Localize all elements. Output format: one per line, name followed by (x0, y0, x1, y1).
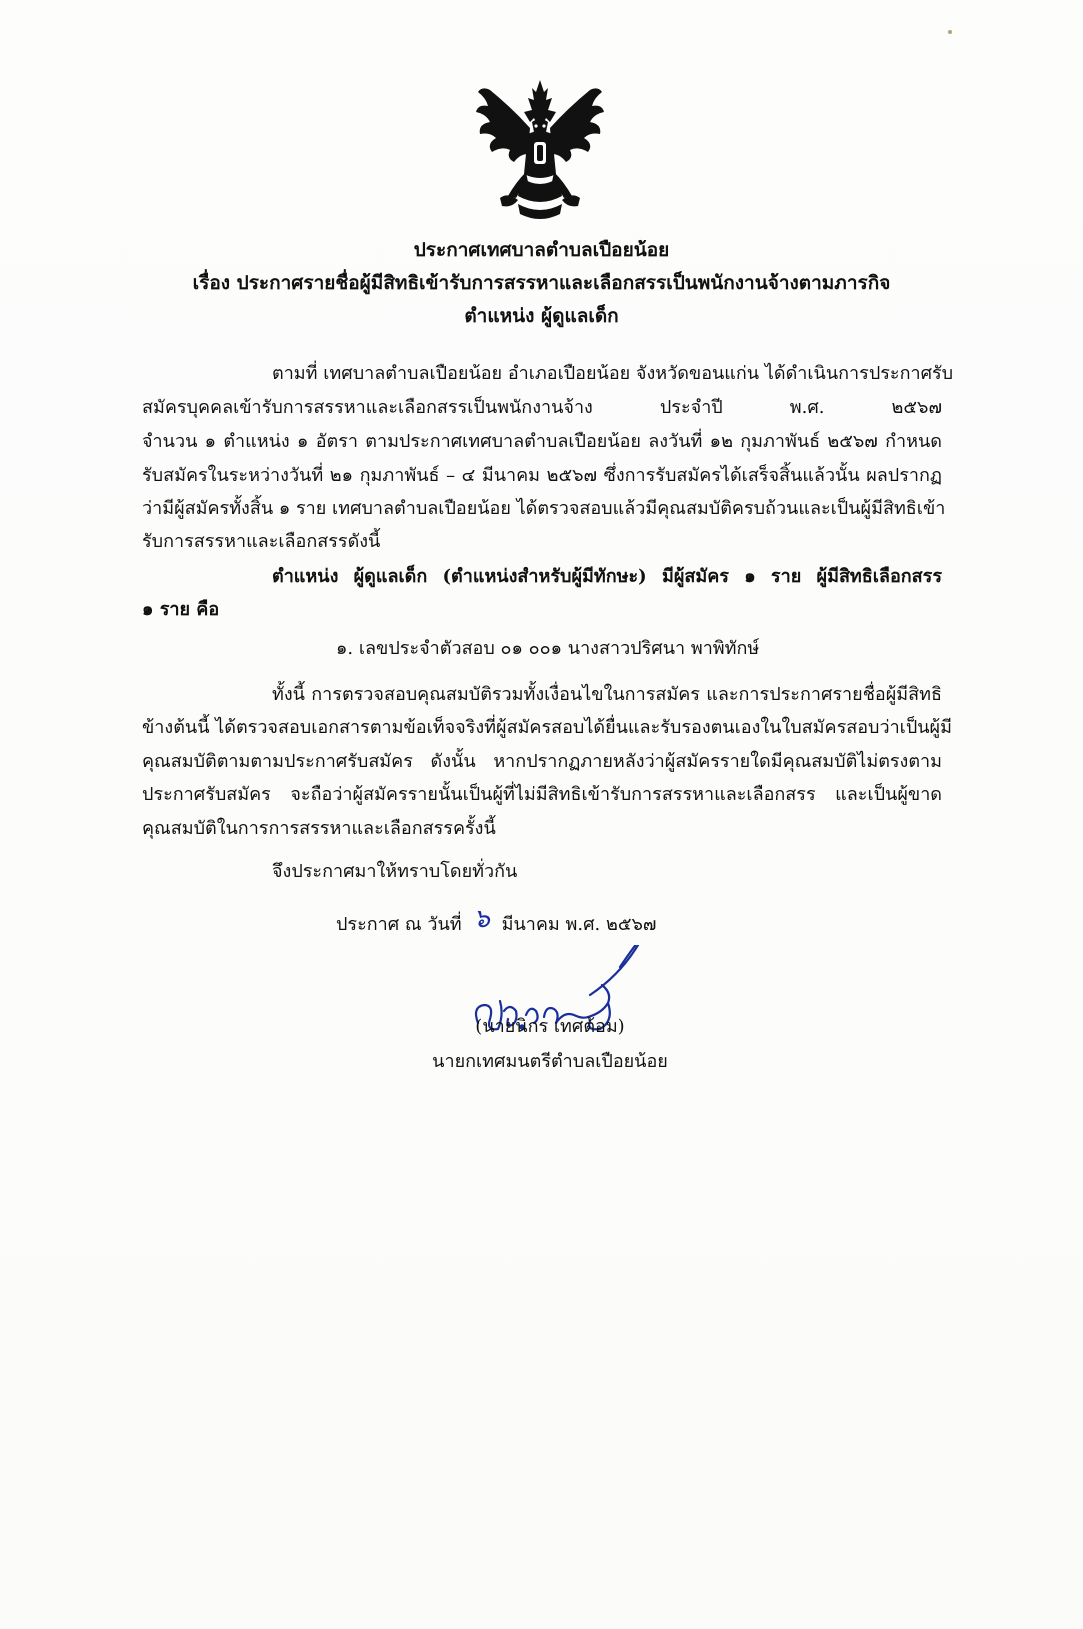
candidate-entry: ๑. เลขประจำตัวสอบ ๐๑ ๐๐๑ นางสาวปริศนา พาพิทักษ์ (336, 638, 760, 659)
signatory-name: (นายนิกร เทศต้อม) (475, 1016, 625, 1037)
garuda-emblem-icon (472, 78, 608, 228)
position-summary-line-1: ตำแหน่ง ผู้ดูแลเด็ก (ตำแหน่งสำหรับผู้มีทักษะ) มีผู้สมัคร ๑ ราย ผู้มีสิทธิเลือกสรร (272, 566, 942, 587)
paragraph-2-line-4: ประกาศรับสมัคร จะถือว่าผู้สมัครรายนั้นเป็นผู้ที่ไม่มีสิทธิเข้ารับการสรรหาและเลือกสรร และเป็นผู้ขาด (142, 784, 942, 805)
handwritten-signature (470, 945, 680, 1065)
announcement-position: ตำแหน่ง ผู้ดูแลเด็ก (464, 305, 619, 327)
signatory-title: นายกเทศมนตรีตำบลเปือยน้อย (432, 1051, 668, 1072)
paragraph-1-line-4: รับสมัครในระหว่างวันที่ ๒๑ กุมภาพันธ์ – ๔ มีนาคม ๒๕๖๗ ซึ่งการรับสมัครได้เสร็จสิ้นแล้วนั้น ผลปรากฏ (142, 465, 942, 486)
paragraph-1-line-3: จำนวน ๑ ตำแหน่ง ๑ อัตรา ตามประกาศเทศบาลตำบลเปือยน้อย ลงวันที่ ๑๒ กุมภาพันธ์ ๒๕๖๗ กำหนด (142, 431, 942, 452)
paragraph-1-line-2: สมัครบุคคลเข้ารับการสรรหาและเลือกสรรเป็นพนักงานจ้าง ประจำปี พ.ศ. ๒๕๖๗ (142, 397, 942, 418)
paragraph-1-line-6: รับการสรรหาและเลือกสรรดังนี้ (142, 531, 381, 552)
announcement-agency-title: ประกาศเทศบาลตำบลเปือยน้อย (413, 239, 670, 261)
paragraph-2-line-5: คุณสมบัติในการการสรรหาและเลือกสรรครั้งนี้ (142, 818, 496, 839)
paragraph-1-line-5: ว่ามีผู้สมัครทั้งสิ้น ๑ ราย เทศบาลตำบลเปือยน้อย ได้ตรวจสอบแล้วมีคุณสมบัติครบถ้วนและเป็นผู้มีสิทธิเข้า (142, 498, 946, 519)
date-line (336, 904, 657, 937)
date-suffix: มีนาคม พ.ศ. ๒๕๖๗ (501, 914, 657, 935)
paper-speck (948, 30, 952, 34)
closing-statement: จึงประกาศมาให้ทราบโดยทั่วกัน (272, 861, 518, 882)
paragraph-2-line-1: ทั้งนี้ การตรวจสอบคุณสมบัติรวมทั้งเงื่อนไขในการสมัคร และการประกาศรายชื่อผู้มีสิทธิ (272, 684, 942, 705)
position-summary-line-2: ๑ ราย คือ (142, 599, 220, 620)
handwritten-day: ๖ (473, 904, 490, 934)
announcement-subject: เรื่อง ประกาศรายชื่อผู้มีสิทธิเข้ารับการสรรหาและเลือกสรรเป็นพนักงานจ้างตามภารกิจ (192, 272, 891, 294)
date-prefix: ประกาศ ณ วันที่ (336, 914, 462, 935)
paragraph-2-line-3: คุณสมบัติตามตามประกาศรับสมัคร ดังนั้น หากปรากฏภายหลังว่าผู้สมัครรายใดมีคุณสมบัติไม่ตรงตาม (142, 751, 942, 772)
paragraph-2-line-2: ข้างต้นนี้ ได้ตรวจสอบเอกสารตามข้อเท็จจริงที่ผู้สมัครสอบได้ยื่นและรับรองตนเองในใบสมัครสอบว่าเป็นผู้มี (142, 717, 952, 738)
paragraph-1-line-1: ตามที่ เทศบาลตำบลเปือยน้อย อำเภอเปือยน้อย จังหวัดขอนแก่น ได้ดำเนินการประกาศรับ (272, 363, 954, 384)
